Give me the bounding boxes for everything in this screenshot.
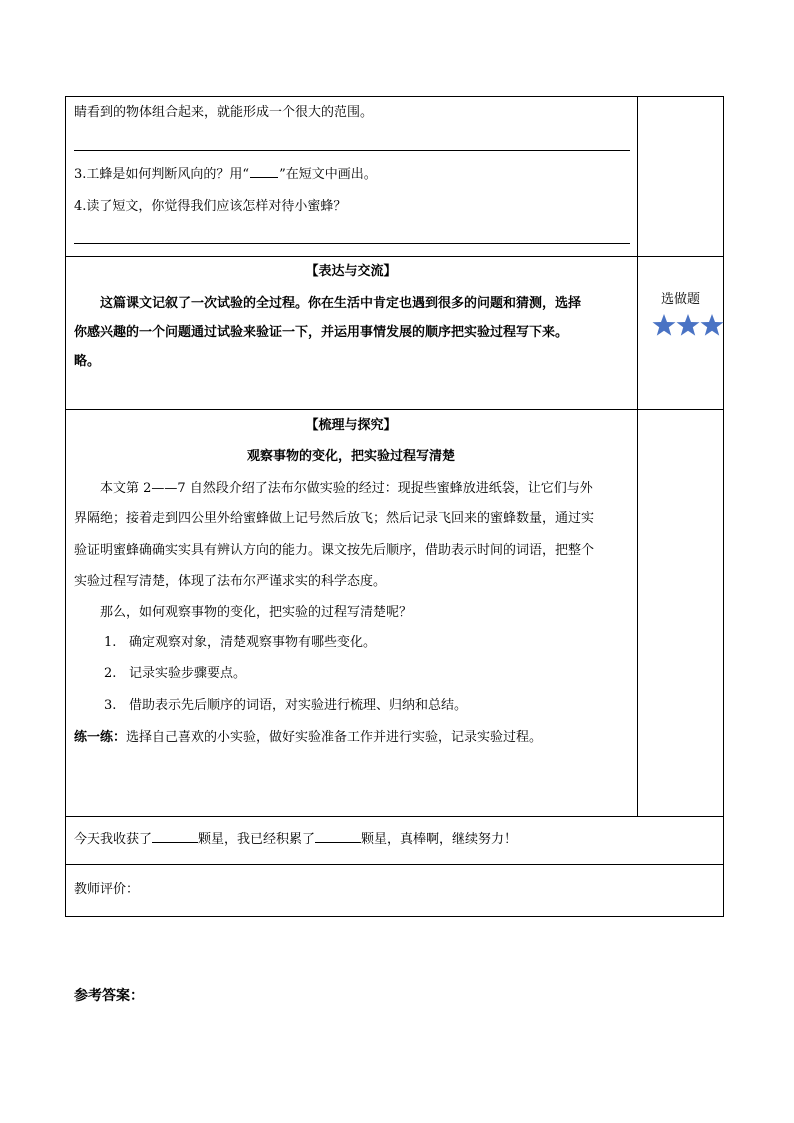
step-number: 3. [104, 698, 117, 713]
row-divider-4 [65, 864, 724, 865]
worksheet-table [65, 96, 724, 917]
section3-question: 那么，如何观察事物的变化，把实验的过程写清楚呢？ [100, 605, 413, 620]
row-divider-1 [65, 256, 724, 257]
section3-paragraph-line3: 验证明蜜蜂确确实实具有辨认方向的能力。课文按先后顺序，借助表示时间的词语，把整个 [74, 543, 595, 558]
stars-total-blank[interactable] [315, 830, 361, 843]
summary-part1: 今天我收获了 [74, 832, 153, 847]
answer-line-2 [74, 243, 630, 244]
question-3-end: ”在短文中画出。 [279, 167, 377, 182]
section3-paragraph-line2: 界隔绝；接着走到四公里外给蜜蜂做上记号然后放飞；然后记录飞回来的蜜蜂数量，通过实 [74, 511, 595, 526]
section2-heading: 【表达与交流】 [305, 264, 397, 279]
summary-line [74, 830, 517, 850]
reference-answers-heading: 参考答案： [74, 988, 144, 1004]
row-divider-2 [65, 409, 724, 410]
summary-part3: 颗星，真棒啊，继续努力！ [361, 832, 518, 847]
practice-label: 练一练： [74, 730, 127, 745]
teacher-evaluation-label: 教师评价： [74, 882, 140, 897]
star-icon [700, 313, 724, 337]
section3-paragraph-line4: 实验过程写清楚，体现了法布尔严谨求实的科学态度。 [74, 574, 387, 589]
step-text: 确定观察对象，清楚观察事物有哪些变化。 [129, 635, 377, 650]
section1-line1: 睛看到的物体组合起来，就能形成一个很大的范围。 [74, 105, 374, 120]
section2-paragraph-line2: 你感兴趣的一个问题通过试验来验证一下，并运用事情发展的顺序把实验过程写下来。 [74, 325, 569, 340]
practice-text: 选择自己喜欢的小实验，做好实验准备工作并进行实验，记录实验过程。 [126, 730, 543, 745]
stars-earned-blank[interactable] [152, 830, 198, 843]
underline-mark [250, 165, 278, 178]
star-icon [676, 313, 700, 337]
section2-answer: 略。 [74, 354, 101, 369]
row-divider-3 [65, 816, 724, 817]
section3-heading: 【梳理与探究】 [305, 418, 397, 433]
question-4: 4.读了短文，你觉得我们应该怎样对待小蜜蜂？ [74, 199, 347, 214]
star-icon [652, 313, 676, 337]
step-number: 2. [104, 666, 117, 681]
optional-label: 选做题 [660, 292, 700, 307]
step-number: 1. [104, 635, 117, 650]
step-text: 借助表示先后顺序的词语，对实验进行梳理、归纳和总结。 [129, 698, 468, 713]
practice [74, 728, 542, 748]
answer-line-1 [74, 150, 630, 151]
section2-paragraph-line1: 这篇课文记叙了一次试验的全过程。你在生活中肯定也遇到很多的问题和猜测，选择 [100, 296, 582, 311]
section3-paragraph-line1: 本文第 2——7 自然段介绍了法布尔做实验的经过：现捉些蜜蜂放进纸袋，让它们与外 [100, 481, 593, 496]
summary-part2: 颗星，我已经积累了 [198, 832, 316, 847]
column-divider [637, 96, 638, 816]
step-text: 记录实验步骤要点。 [129, 666, 247, 681]
question-3 [74, 165, 377, 185]
section3-subtitle: 观察事物的变化，把实验过程写清楚 [246, 449, 455, 464]
question-3-start: 3.工蜂是如何判断风向的？用“ [74, 167, 250, 182]
star-rating [652, 313, 724, 339]
